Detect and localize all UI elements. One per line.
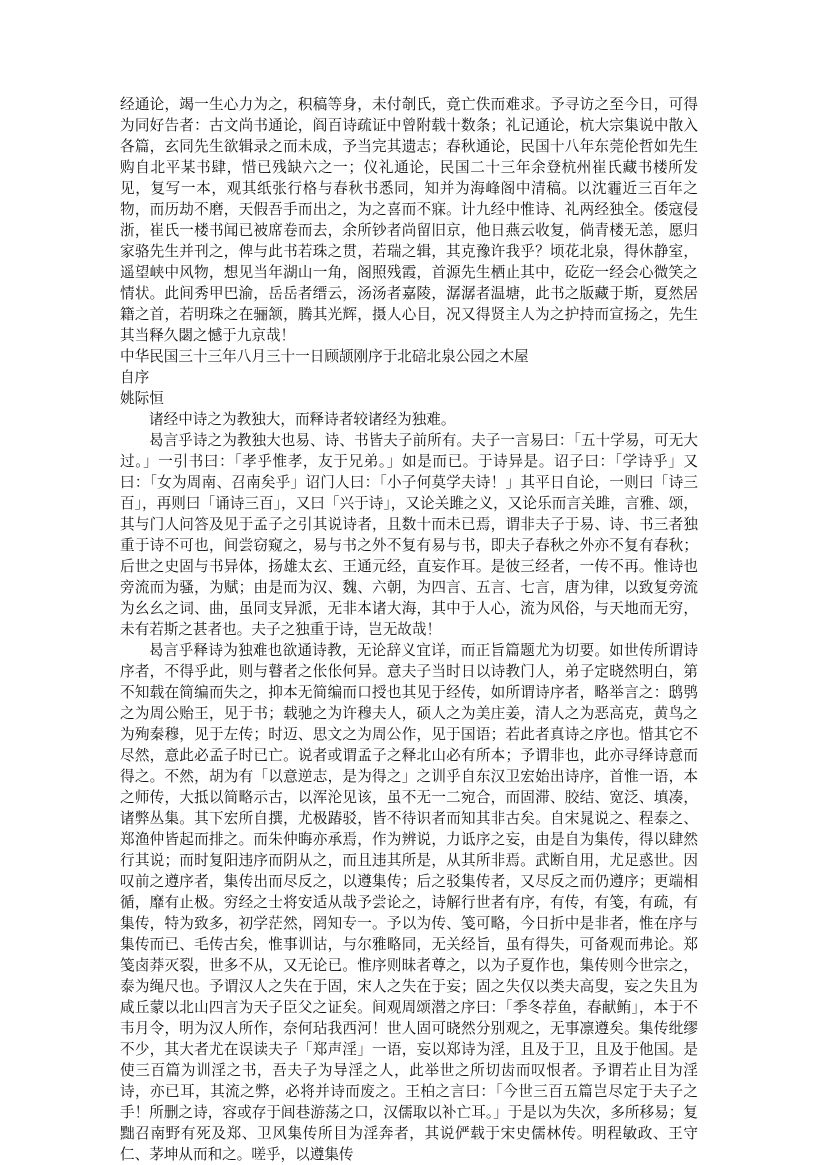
paragraph: 曷言乎释诗为独难也欲通诗教，无论辞义宜详，而正旨篇题尤为切要。如世传所谓诗序者，不得乎此，则与瞽者之伥伥何异。意夫子当时日以诗教门人，弟子定晓然明白，第不知载在简编而失之，抑本无简编而口授也其见于经传，如所谓诗序者，略举言之：鸱鸮之为周公贻王，见于书；载驰之为许穆夫人，硕人之为美庄姜，清人之为恶高克，黄鸟之为殉秦穆，见于左传；时迈、思文之为周公作，见于国语；若此者真诗之序也。惜其它不尽然，意此必孟子时已亡。说者或谓孟子之释北山必有所本；予谓非也，此亦寻绎诗意而得之。不然，胡为有「以意逆志，是为得之」之训乎自东汉卫宏始出诗序，首惟一语，本之师传，大抵以简略示古，以浑沦见该，虽不无一二宛合，而固滞、胶结、宽泛、填凑，诸弊丛集。其下宏所自撰，尤极踳驳，皆不待识者而知其非古矣。自宋晁说之、程泰之、郑渔仲皆起而排之。而朱仲晦亦承焉，作为辨说，力诋序之妄，由是自为集传，得以肆然行其说；而时复阳违序而阴从之，而且违其所是，从其所非焉。武断自用，尤足惑世。因叹前之遵序者，集传出而尽反之，以遵集传；后之驳集传者，又尽反之而仍遵序；更端相循，靡有止极。穷经之士将安适从哉予尝论之，诗解行世者有序，有传，有笺，有疏，有集传，特为致多，初学茫然，罔知专一。予以为传、笺可略，今日折中是非者，惟在序与集传而已、毛传古矣，惟事训诂，与尔雅略同，无关经旨，虽有得失，可备观而弗论。郑笺卤莽灭裂，世多不从，又无论已。惟序则昧者尊之，以为子夏作也，集传则今世宗之，泰为绳尺也。予谓汉人之失在于固，宋人之失在于妄；固之失仅以类夫高叟，妄之失且为咸丘蒙以北山四言为天子臣父之证矣。间观周颂潜之序曰：「季冬荐鱼，春献鲔」，本于不韦月令，明为汉人所作，奈何玷我西河！世人固可晓然分别观之，无事凛遵矣。集传纰缪不少，其大者尤在误读夫子「郑声淫」一语，妄以郑诗为淫，且及于卫，且及于他国。是使三百篇为训淫之书，吾夫子为导淫之人，此举世之所切齿而叹恨者。予谓若止目为淫诗，亦已耳，其流之弊，必将并诗而废之。王柏之言曰：「今世三百五篇岂尽定于夫子之手！所删之诗，容或存于闾巷游荡之口，汉儒取以补亡耳。」于是以为失次，多所移易；复黜召南野有死及郑、卫风集传所目为淫奔者，其说俨载于宋史儒林传。明程敏政、王守仁、茅坤从而和之。嗟乎，以遵集传 xyxy=(120,642,698,1163)
preface-continuation: 经通论，竭一生心力为之，积稿等身，未付剞氏，竟亡佚而难求。予寻访之至今日，可得为同好告者：古文尚书通论，阎百诗疏证中曾附载十数条；礼记通论，杭大宗集说中散入各篇，玄同先生欲辑录之而未成，予当完其遗志；春秋通论，民国十八年东莞伦哲如先生购自北平某书肆，惜已残缺六之一；仪礼通论，民国二十三年余登杭州崔氏藏书楼所发见，复写一本，观其纸张行格与春秋书悉同，知并为海峰阁中清稿。以沈霾近三百年之物，而历劫不磨，天假吾手而出之，为之喜而不寐。计九经中惟诗、礼两经独全。倭寇侵浙，崔氏一楼书闻已被席卷而去，余所钞者尚留旧京，他日燕云收复，倘青楼无恙，愿归家骆先生并刊之，俾与此书若珠之贯，若瑞之辑，其克豫许我乎？顷花北泉，得休静室，遥望峡中风物，想见当年湖山一角，阁照残霞，首源先生栖止其中，矻矻一经会心微笑之情状。此间秀甲巴渝，岳岳者缙云，汤汤者嘉陵，潺潺者温塘，此书之版藏于斯，夏然居籍之首，若明珠之在骊颔，腾其光辉，摄人心目，况又得贤主人为之护持而宣扬之，先生其当释久閟之憾于九京哉！ xyxy=(120,96,698,344)
preface-signature: 中华民国三十三年八月三十一日顾颉刚序于北碚北泉公园之木屋 xyxy=(120,348,529,365)
document-page xyxy=(120,94,698,1165)
section-title: 自序 xyxy=(120,369,150,386)
section-author: 姚际恒 xyxy=(120,390,164,407)
paragraph: 曷言乎诗之为教独大也易、诗、书皆夫子前所有。夫子一言易曰：「五十学易，可无大过。」一引书曰：「孝乎惟孝，友于兄弟。」如是而已。于诗异是。诏子曰：「学诗乎」又曰：「女为周南、召南矣乎」诏门人曰：「小子何莫学夫诗！」其平日自论，一则曰「诗三百」，再则曰「诵诗三百」，又曰「兴于诗」，又论关雎之义，又论乐而言关雎，言雅、颂，其与门人问答及见于孟子之引其说诗者，且数十而未已焉，谓非夫子于易、诗、书三者独重于诗不可也，间尝窃窥之，易与书之外不复有易与书，即夫子春秋之外亦不复有春秋；后世之史固与书异体，扬雄太玄、王通元经，直妄作耳。是彼三经者，一传不再。惟诗也旁流而为骚，为赋；由是而为汉、魏、六朝，为四言、五言、七言，唐为律，以致复旁流为幺幺之词、曲，虽同支异派，无非本诸大海，其中于人心，流为风俗，与天地而无穷，未有若斯之甚者也。夫子之独重于诗，岂无故哉！ xyxy=(120,432,698,638)
paragraph: 诸经中诗之为教独大，而释诗者较诸经为独难。 xyxy=(149,411,456,428)
